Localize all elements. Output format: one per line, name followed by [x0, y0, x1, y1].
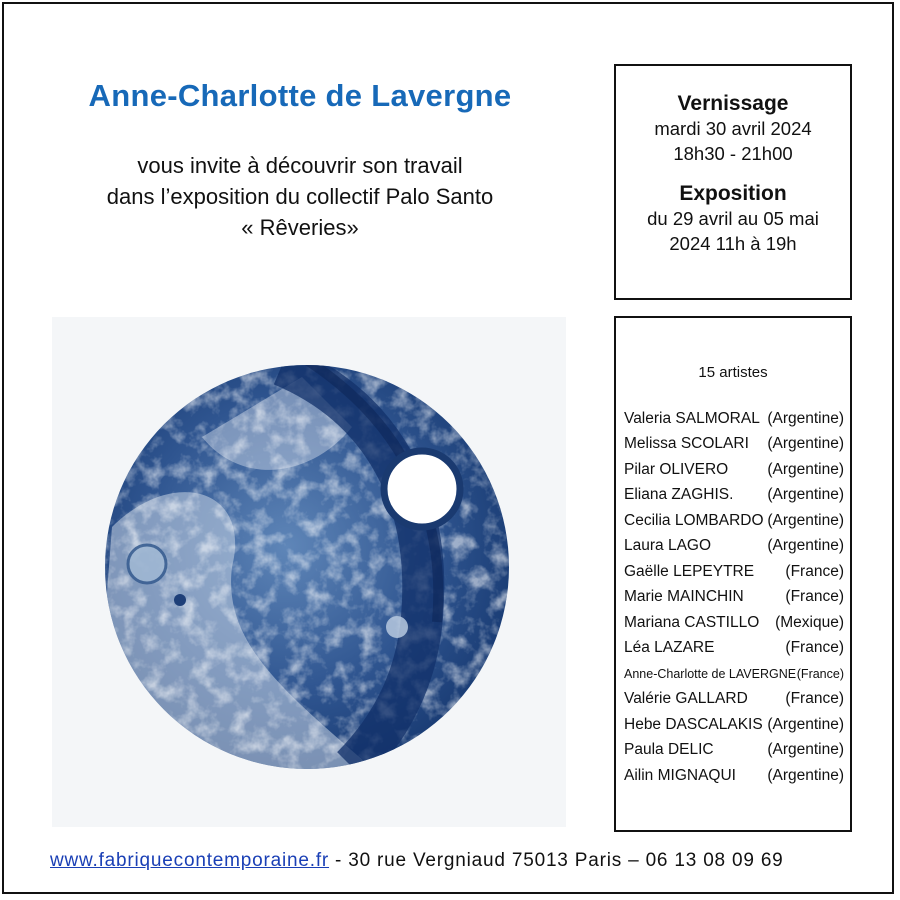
artist-row — [624, 406, 844, 432]
intro-line: dans l’exposition du collectif Palo Santo — [106, 184, 494, 209]
artist-name: Ailin MIGNAQUI — [624, 766, 736, 784]
intro-line: « Rêveries» — [241, 215, 359, 240]
artist-name: Anne-Charlotte de LAVERGNE — [624, 666, 797, 681]
artist-country: (France) — [796, 666, 844, 681]
artist-country: (Argentine) — [767, 409, 844, 427]
artist-row — [624, 763, 844, 789]
artist-name-title: Anne-Charlotte de Lavergne — [88, 78, 512, 113]
artist-country: (France) — [785, 588, 844, 606]
exposition-dates: du 29 avril au 05 mai — [647, 208, 819, 229]
artist-row — [624, 610, 844, 636]
artist-name: Cecilia LOMBARDO — [624, 511, 764, 529]
artist-country: (Argentine) — [767, 435, 844, 453]
artist-list — [616, 406, 850, 789]
artist-country: (France) — [785, 562, 844, 580]
artist-row — [624, 559, 844, 585]
artist-country: (Argentine) — [767, 766, 844, 784]
artist-name: Eliana ZAGHIS. — [624, 486, 734, 504]
exposition-title: Exposition — [679, 182, 787, 205]
artist-name: Mariana CASTILLO — [624, 613, 760, 631]
artist-country: (Argentine) — [767, 715, 844, 733]
artist-name: Gaëlle LEPEYTRE — [624, 562, 755, 580]
artist-row — [624, 712, 844, 738]
artist-country: (Argentine) — [767, 537, 844, 555]
cyanotype-circle-artwork — [52, 317, 566, 827]
artist-country: (Argentine) — [767, 486, 844, 504]
artist-row — [624, 483, 844, 509]
artwork-image — [52, 317, 566, 827]
vernissage-date: mardi 30 avril 2024 — [654, 118, 812, 139]
vernissage-time: 18h30 - 21h00 — [673, 143, 793, 164]
artists-box — [614, 316, 852, 832]
artist-row — [624, 661, 844, 687]
artist-name: Léa LAZARE — [624, 639, 715, 657]
vernissage-title: Vernissage — [677, 92, 789, 115]
artist-country: (Argentine) — [767, 511, 844, 529]
artist-country: (France) — [785, 690, 844, 708]
artist-country: (France) — [785, 639, 844, 657]
artist-name: Melissa SCOLARI — [624, 435, 749, 453]
artist-country: (Mexique) — [775, 613, 844, 631]
artists-count: 15 artistes — [698, 364, 768, 381]
invitation-text — [40, 150, 560, 243]
artist-row — [624, 508, 844, 534]
artist-name: Laura LAGO — [624, 537, 712, 555]
artist-row — [624, 457, 844, 483]
artist-name: Marie MAINCHIN — [624, 588, 744, 606]
intro-line: vous invite à découvrir son travail — [137, 153, 463, 178]
exposition-time: 2024 11h à 19h — [669, 233, 797, 254]
artist-country: (Argentine) — [767, 741, 844, 759]
artist-name: Hebe DASCALAKIS — [624, 715, 763, 733]
artist-row — [624, 432, 844, 458]
artist-name: Valérie GALLARD — [624, 690, 748, 708]
artist-name: Pilar OLIVERO — [624, 460, 729, 478]
artist-country: (Argentine) — [767, 460, 844, 478]
website-link[interactable]: www.fabriquecontemporaine.fr — [50, 850, 330, 871]
artist-name: Valeria SALMORAL — [624, 409, 760, 427]
footer — [50, 850, 850, 872]
artist-name: Paula DELIC — [624, 741, 714, 759]
artist-row — [624, 585, 844, 611]
artist-row — [624, 636, 844, 662]
contact-info: - 30 rue Vergniaud 75013 Paris – 06 13 08 09 69 — [335, 850, 784, 871]
artist-row — [624, 687, 844, 713]
artist-row — [624, 534, 844, 560]
artist-row — [624, 738, 844, 764]
dates-box — [614, 64, 852, 300]
